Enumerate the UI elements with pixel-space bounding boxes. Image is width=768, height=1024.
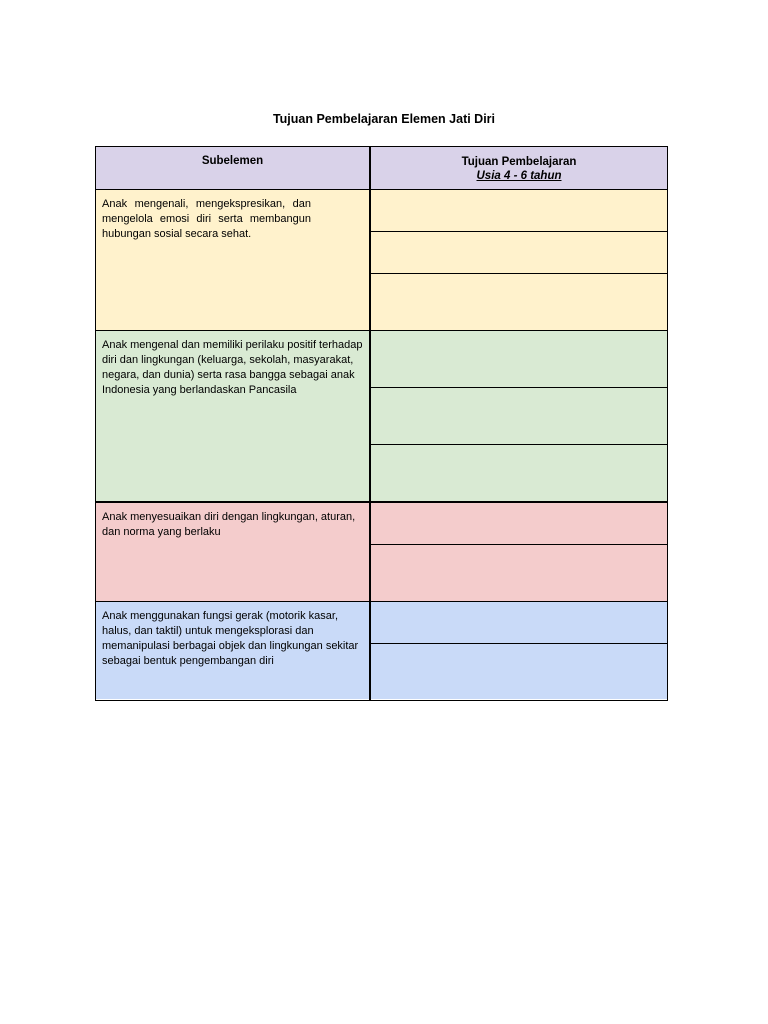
header-tujuan-label: Tujuan Pembelajaran <box>461 156 577 168</box>
row-4-text: Anak menggunakan fungsi gerak (motorik kasar, halus, dan taktil) untuk mengeksplorasi dan memanipulasi berbagai objek dan lingkungan sekitar sebagai bentuk pengembangan diri <box>102 610 359 667</box>
row-3-goal-1[interactable] <box>371 503 667 544</box>
row-2-goal-1[interactable] <box>371 331 667 387</box>
row-1-goal-1[interactable] <box>371 190 667 231</box>
row-2-goal-2[interactable] <box>371 388 667 444</box>
row-2-goal-3[interactable] <box>371 445 667 501</box>
row-3-text: Anak menyesuaikan diri dengan lingkungan, aturan, dan norma yang berlaku <box>102 511 356 538</box>
learning-goals-table <box>95 146 668 701</box>
row-3-subelemen <box>96 503 369 601</box>
row-2-subelemen <box>96 331 369 501</box>
row-1-text: Anak mengenali, mengekspresikan, dan mengelola emosi diri serta membangun hubungan sosial secara sehat. <box>102 198 311 240</box>
row-1-subelemen <box>96 190 369 330</box>
row-1-goal-3[interactable] <box>371 274 667 330</box>
header-tujuan <box>371 147 667 189</box>
header-subelemen-label: Subelemen <box>201 155 264 167</box>
row-3-goal-2[interactable] <box>371 545 667 601</box>
row-1-goal-2[interactable] <box>371 232 667 273</box>
row-4-goal-2[interactable] <box>371 644 667 699</box>
page-title: Tujuan Pembelajaran Elemen Jati Diri <box>272 112 496 126</box>
row-4-subelemen <box>96 602 369 699</box>
header-subelemen <box>96 147 369 189</box>
row-4-goal-1[interactable] <box>371 602 667 643</box>
header-age-range: Usia 4 - 6 tahun <box>476 170 562 182</box>
row-2-text: Anak mengenal dan memiliki perilaku positif terhadap diri dan lingkungan (keluarga, sekolah, masyarakat, negara, dan dunia) serta rasa bangga sebagai anak Indonesia yang berlandaskan Pancasila <box>102 339 363 396</box>
